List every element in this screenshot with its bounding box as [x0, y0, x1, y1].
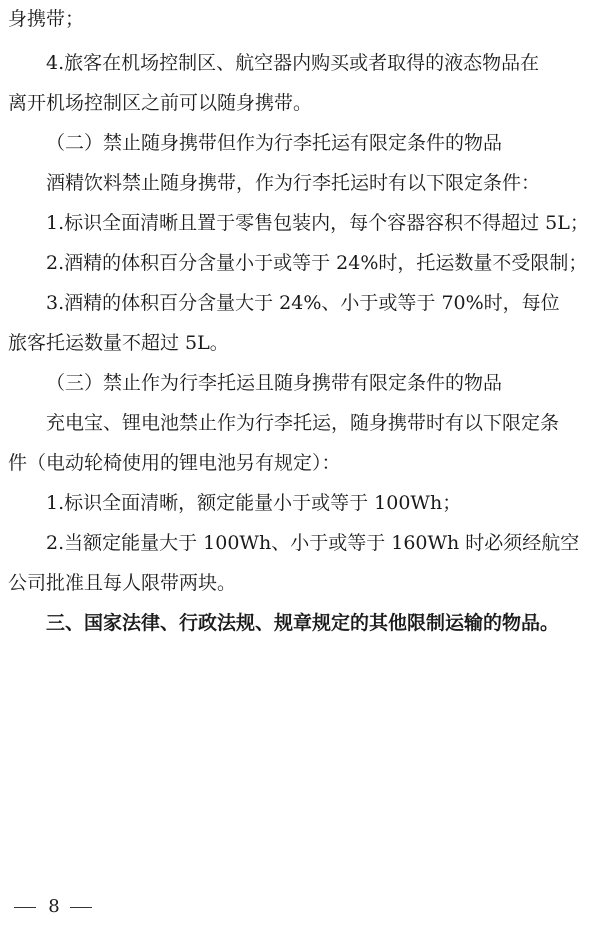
- text-line-6: 1.标识全面清晰且置于零售包装内，每个容器容积不得超过 5L；: [46, 212, 589, 234]
- text-line-1: 身携带；: [8, 8, 85, 30]
- text-line-15: 公司批准且每人限带两块。: [8, 572, 237, 594]
- section-heading-main: 三、国家法律、行政法规、规章规定的其他限制运输的物品。: [46, 612, 560, 634]
- footer-dash-left: [14, 907, 36, 908]
- text-line-7: 2.酒精的体积百分含量小于或等于 24%时，托运数量不受限制；: [46, 252, 588, 274]
- text-line-12: 件（电动轮椅使用的锂电池另有规定）：: [8, 452, 341, 474]
- text-line-5: 酒精饮料禁止随身携带，作为行李托运时有以下限定条件：: [46, 172, 541, 194]
- text-line-9: 旅客托运数量不超过 5L。: [8, 332, 229, 354]
- text-line-8: 3.酒精的体积百分含量大于 24%、小于或等于 70%时，每位: [46, 292, 560, 314]
- text-line-3: 离开机场控制区之前可以随身携带。: [8, 92, 313, 114]
- text-line-14: 2.当额定能量大于 100Wh、小于或等于 160Wh 时必须经航空: [46, 532, 580, 554]
- page-number: 8: [48, 896, 60, 917]
- text-line-2: 4.旅客在机场控制区、航空器内购买或者取得的液态物品在: [46, 52, 540, 74]
- section-heading-3: （三）禁止作为行李托运且随身携带有限定条件的物品: [46, 372, 503, 394]
- text-line-11: 充电宝、锂电池禁止作为行李托运，随身携带时有以下限定条: [46, 412, 560, 434]
- section-heading-2: （二）禁止随身携带但作为行李托运有限定条件的物品: [46, 132, 503, 154]
- page-footer: [0, 892, 600, 922]
- text-line-13: 1.标识全面清晰，额定能量小于或等于 100Wh；: [46, 492, 462, 514]
- footer-dash-right: [70, 907, 92, 908]
